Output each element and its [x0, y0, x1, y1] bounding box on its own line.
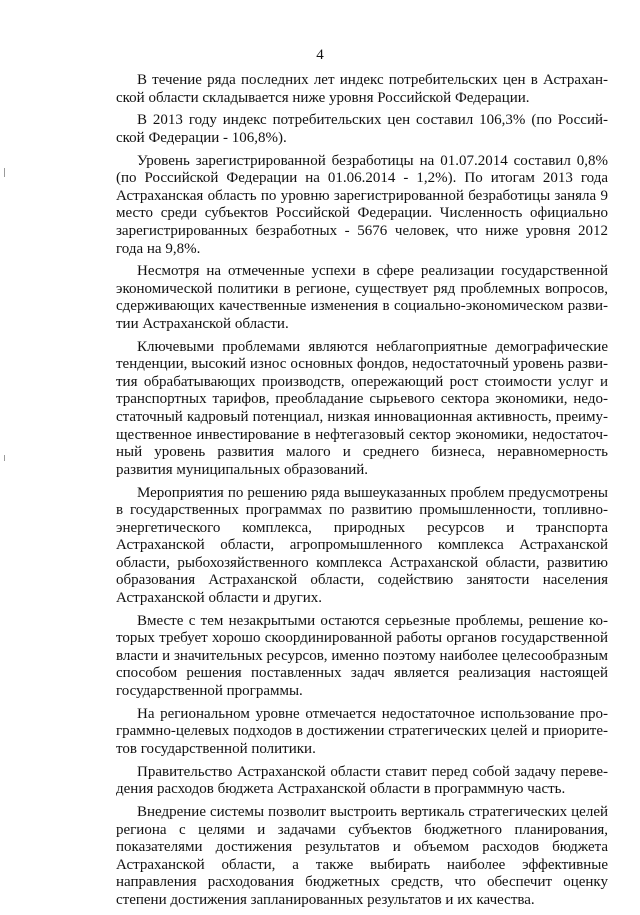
paragraph-unsolved-problems: Вместе с тем незакрытыми остаются серьезные проблемы, решение которых требует хорошо скоординированной работы органов государственной власти и значительных ресурсов, именно поэтому наиболее целесообразным способом решения поставленных задач является реализация настоящей государственной программы.	[116, 612, 608, 699]
paragraph-state-programs: Мероприятия по решению ряда вышеуказанных проблем предусмотрены в государственных программах по развитию промышленности, топливно-энергетического комплекса, природных ресурсов и транспорта Астраханской области, агропромышленного комплекса Астраханской области, рыбохозяйственного комплекса Астраханской области, развитию образования Астраханской области, содействию занятости населения Астраханской области и других.	[116, 484, 608, 606]
paragraph-unemployment-level: Уровень зарегистрированной безработицы на 01.07.2014 составил 0,8% (по Российской Федерации на 01.06.2014 - 1,2%). По итогам 2013 года Астраханская область по уровню зарегистрированной безработицы заняла 9 место среди субъектов Российской Федерации. Численность официально зарегистрированных безработных - 5676 человек, что ниже уровня 2012 года на 9,8%.	[116, 152, 608, 257]
paragraph-consumer-price-index-trend: В течение ряда последних лет индекс потребительских цен в Астраханской области складывается ниже уровня Российской Федерации.	[116, 72, 608, 106]
paragraph-problem-issues: Несмотря на отмеченные успехи в сфере реализации государственной экономической политики в регионе, существует ряд проблемных вопросов, сдерживающих качественные изменения в социально-экономическом развитии Астраханской области.	[116, 263, 608, 332]
paragraph-regional-level: На региональном уровне отмечается недостаточное использование программно-целевых подходов в достижении стратегических целей и приоритетов государственной политики.	[116, 705, 608, 757]
document-body	[116, 72, 608, 915]
paragraph-key-problems: Ключевыми проблемами являются неблагоприятные демографические тенденции, высокий износ основных фондов, недостаточный уровень развития обрабатывающих производств, опережающий рост стоимости услуг и транспортных тарифов, преобладание сырьевого сектора экономики, недостаточный кадровый потенциал, низкая инновационная активность, преимущественное инвестирование в нефтегазовый сектор экономики, недостаточный уровень развития малого и среднего бизнеса, неравномерность развития муниципальных образований.	[116, 338, 608, 478]
page-number: 4	[316, 47, 324, 63]
paragraph-system-implementation: Внедрение системы позволит выстроить вертикаль стратегических целей региона с целями и задачами субъектов бюджетного планирования, показателями достижения результатов и объемом расходов бюджета Астраханской области, а также выбирать наиболее эффективные направления расходования бюджетных средств, что обеспечит оценку степени достижения заплaнированных результатов и их качества.	[116, 804, 608, 908]
paragraph-government-task: Правительство Астраханской области ставит перед собой задачу переведения расходов бюджета Астраханской области в программную часть.	[116, 763, 608, 798]
paragraph-consumer-price-index-2013: В 2013 году индекс потребительских цен составил 106,3% (по Российской Федерации - 106,8%).	[116, 112, 608, 146]
scan-margin-mark	[4, 168, 5, 177]
scan-margin-mark	[4, 455, 5, 461]
